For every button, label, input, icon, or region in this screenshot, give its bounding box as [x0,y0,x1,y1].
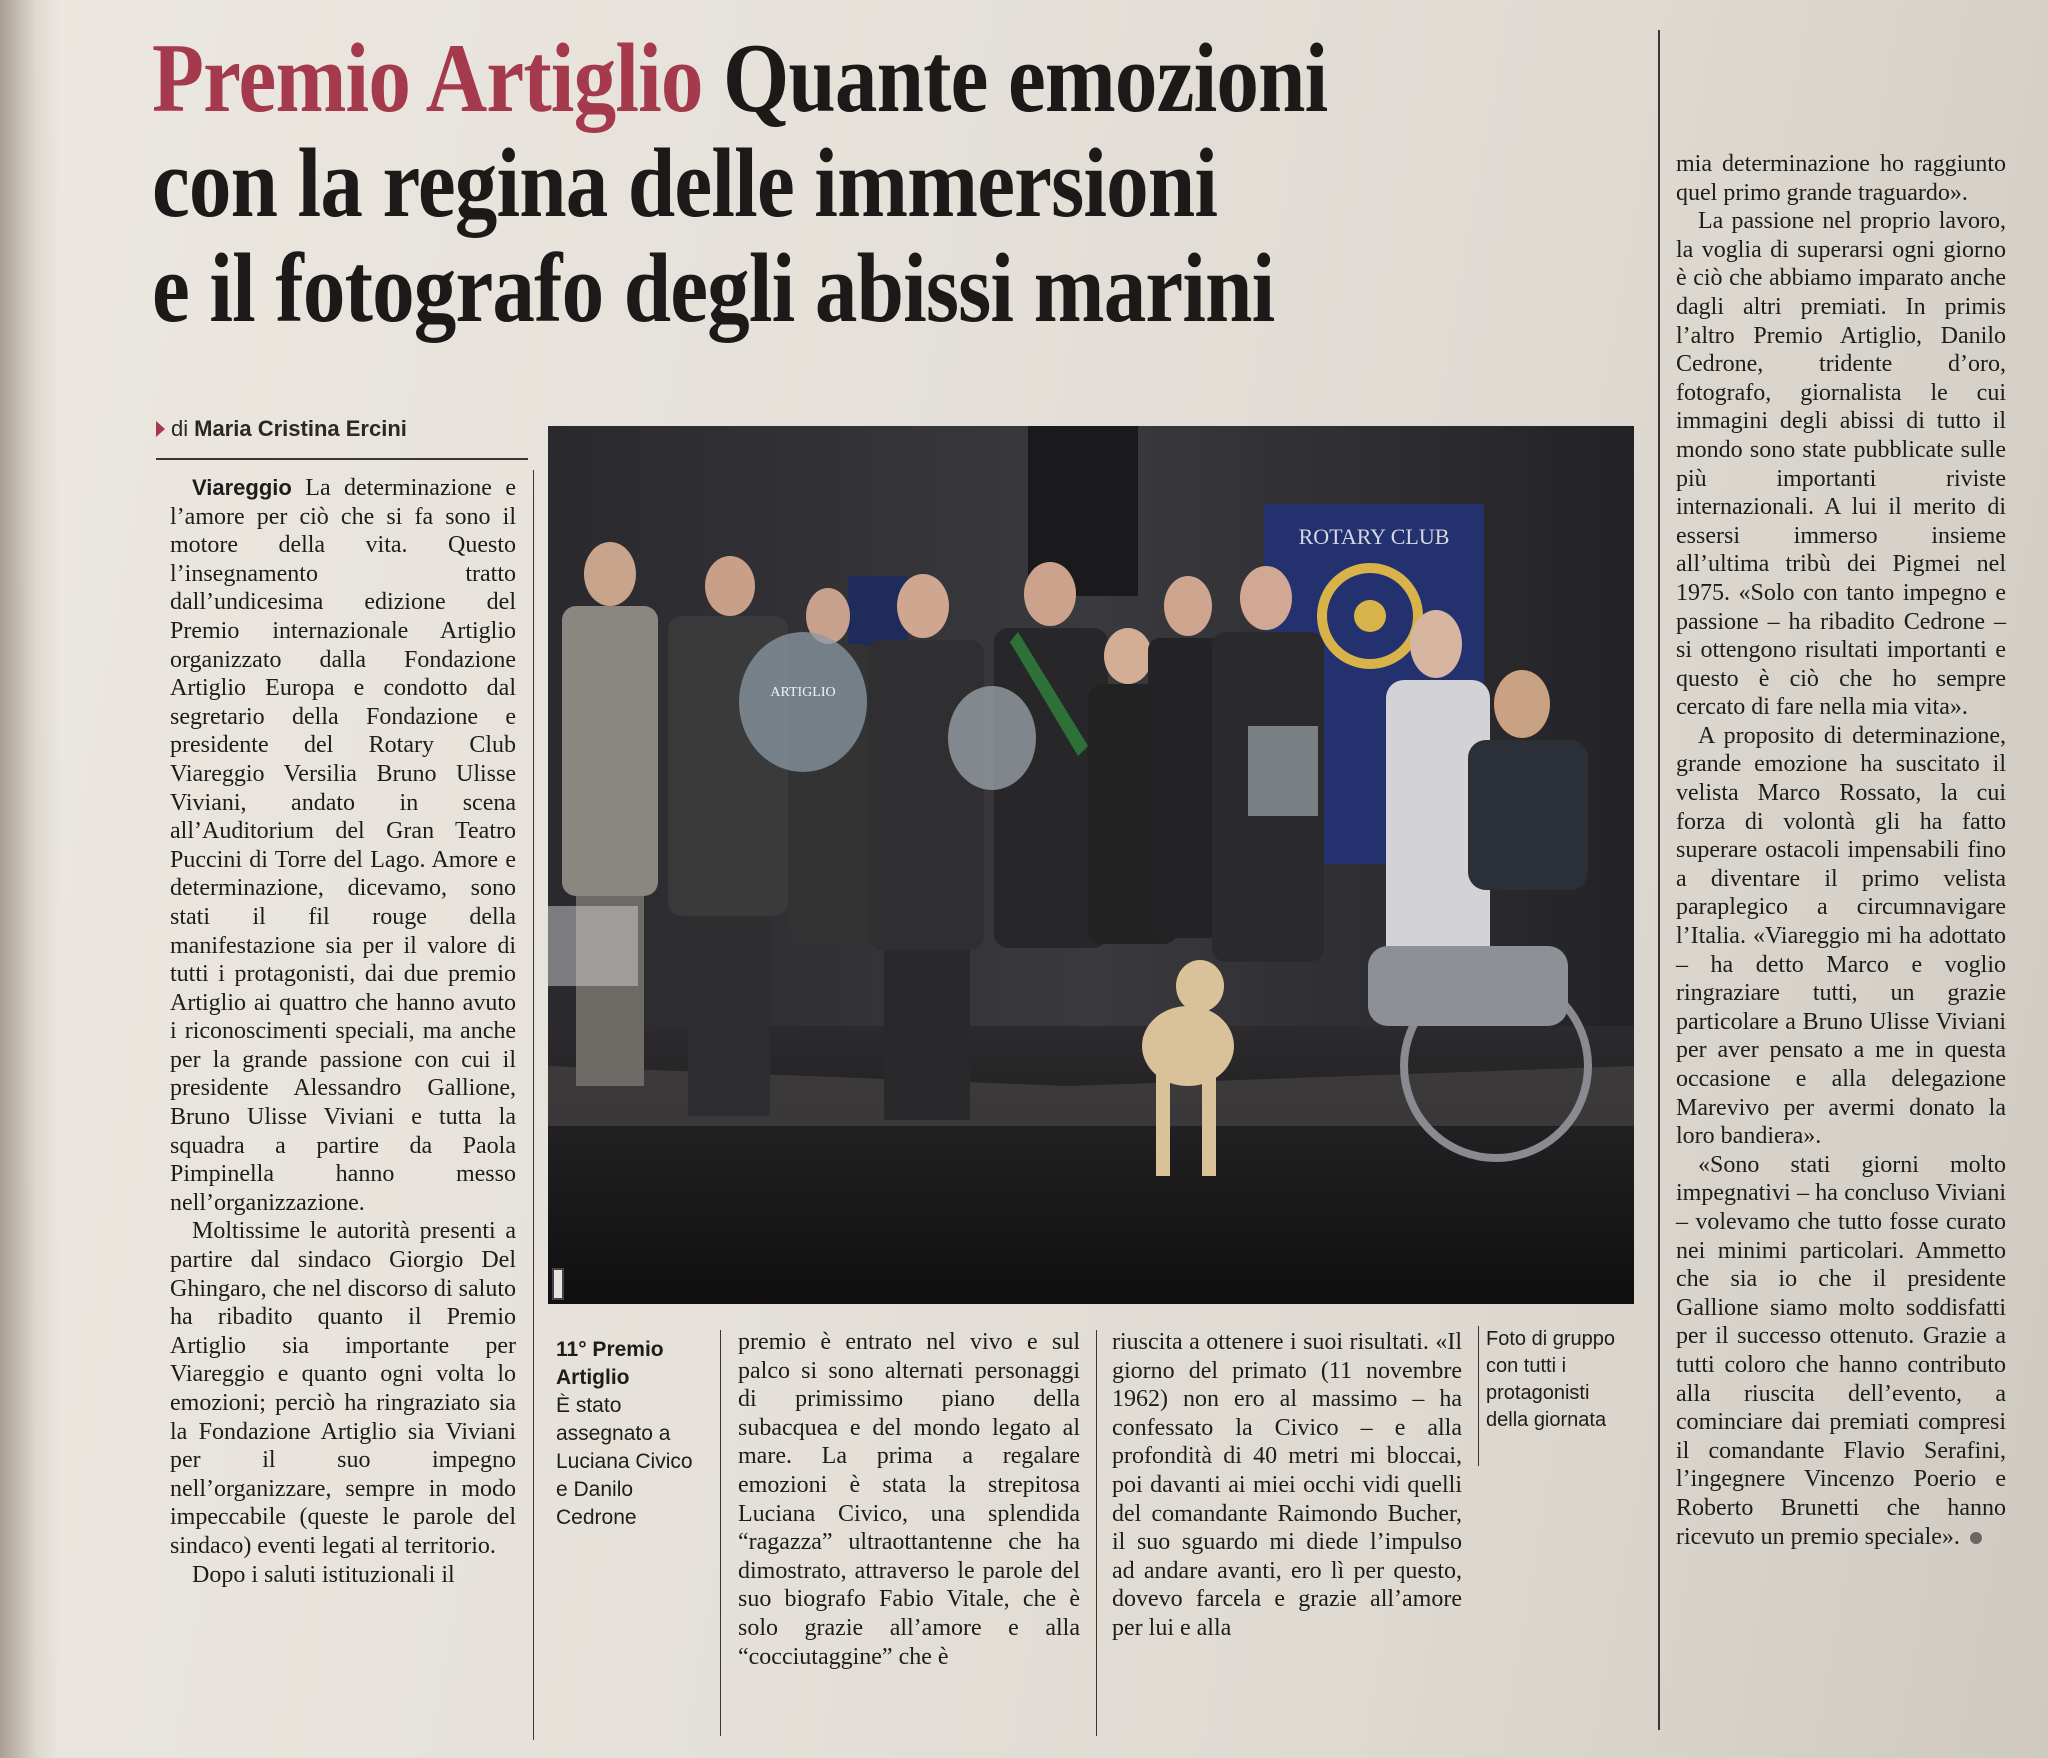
artiglio-plaque-text: ARTIGLIO [770,685,836,700]
column-1-paragraph-1 [170,474,516,1217]
headline [152,26,1442,341]
column-4-text-4: «Sono stati giorni molto impegnativi – ha concluso Viviani – volevamo che tutto fosse curato nei minimi particolari. Ammetto che sia io che il presidente Gallione siamo molto soddisfatti per il successo ottenuto. Grazie a tutti coloro che hanno contributo alla riuscita dell’evento, a cominciare dai premiati compresi il comandante Flavio Serafini, l’ingegnere Vincenzo Poerio e Roberto Brunetti che hanno ricevuto un premio speciale». [1676,1151,2006,1550]
page-edge-shadow [0,0,60,1758]
column-3-paragraph-1: riuscita a ottenere i suoi risultati. «Il giorno del primato (11 novembre 1962) non ero al massimo – ha confessato la Civico – e alla profondità di 40 metri mi bloccai, poi davanti ai miei occhi vidi quelli del comandante Raimondo Bucher, il suo sguardo mi diede l’impulso ad andare avanti, ero lì per questo, dovevo farcela e grazie all’amore per lui e alla [1112,1329,1462,1641]
byline-prefix: di [171,416,189,441]
headline-kicker: Premio Artiglio [152,24,703,133]
headline-line-2: con la regina delle immersioni [152,129,1218,238]
article-column-2 [738,1328,1080,1738]
column-rule-4 [1478,1326,1479,1466]
photo-corner-mark [552,1268,564,1300]
group-photo [548,426,1634,1304]
column-1-text-1: La determinazione e l’amore per ciò che si fa sono il motore della vita. Questo l’insegnamento tratto dall’undicesima edizione del Premio internazionale Artiglio organizzato dalla Fondazione Artiglio Europa e condotto dal segretario della Fondazione e presidente del Rotary Club Viareggio Versilia Bruno Ulisse Viviani, andato in scena all’Auditorium del Gran Teatro Puccini di Torre del Lago. Amore e determinazione, dicevamo, sono stati il fil rouge della manifestazione sia per il valore di tutti i protagonisti, dai due premio Artiglio ai quattro che hanno avuto i riconoscimenti speciali, ma anche per la grande passione con cui il presidente Alessandro Gallione, Bruno Ulisse Viviani e tutta la squadra a partire da Paola Pimpinella hanno messo nell’organizzazione. [170,475,517,1216]
column-rule-2 [720,1330,721,1736]
column-1-paragraph-2: Moltissime le autorità presenti a partire dal sindaco Giorgio Del Ghingaro, che nel discorso di saluto ha ribadito quanto il Premio Artiglio sia importante per Viareggio e quanto ogni volta lo emozioni; perciò ha ringraziato sia la Fondazione Artiglio sia Viviani per il suo impegno nell’organizzare, sempre in modo impeccabile (queste le parole del sindaco) eventi legati al territorio. [170,1218,516,1559]
caption-text: È stato assegnato a Luciana Civico e Danilo Cedrone [556,1394,693,1529]
column-rule-right [1658,30,1660,1730]
headline-line-3: e il fotografo degli abissi marini [152,234,1275,343]
article-column-3 [1112,1328,1462,1738]
byline-author: Maria Cristina Ercini [194,416,407,441]
dateline-place: Viareggio [192,475,292,500]
caption-title: 11° Premio Artiglio [556,1338,664,1389]
group-photo-illustration [548,426,1634,1304]
article-column-4 [1676,150,2006,1740]
article-column-1 [170,474,516,1736]
column-rule-1 [533,470,534,1740]
artiglio-plaque-2 [948,686,1036,790]
headline-line-1-rest: Quante emozioni [723,24,1328,133]
byline-rule [156,458,528,460]
artiglio-plaque-3 [1248,726,1318,816]
rotary-wheel-hub [1354,600,1386,632]
photo-caption-2 [1486,1326,1626,1434]
column-4-paragraph-3: A proposito di determinazione, grande emozione ha suscitato il velista Marco Rossato, la cui forza di volontà gli ha fatto superare ostacoli impensabili fino a diventare il primo velista paraplegico a circumnavigare l’Italia. «Viareggio mi ha adottato – ha detto Marco e voglio ringraziare tutti, un grazie particolare a Bruno Ulisse Viviani per aver pensato a me in questa occasione e alla delegazione Marevivo per avermi donato la loro bandiera». [1676,722,2006,1150]
column-4-paragraph-4 [1676,1151,2006,1551]
column-4-paragraph-2: La passione nel proprio lavoro, la voglia di superarsi ogni giorno è ciò che abbiamo imparato anche dagli altri premiati. In primis l’altro Premio Artiglio, Danilo Cedrone, tridente d’oro, fotografo, giornalista le cui immagini degli abissi di tutto il mondo sono state pubblicate sulle più importanti riviste internazionali. A lui il merito di essersi immerso insieme all’ultima tribù dei Pigmei nel 1975. «Solo con tanto impegno e passione – ha ribadito Cedrone – si ottengono risultati importanti e questo è ciò che ho sempre cercato di fare nella mia vita». [1676,208,2006,721]
byline-marker-icon [156,421,165,437]
photo-caption [556,1336,706,1532]
end-of-article-icon [1970,1532,1982,1544]
byline [156,416,407,442]
headline-line-1 [152,26,1442,131]
artiglio-plaque-1 [739,632,867,772]
column-4-paragraph-1: mia determinazione ho raggiunto quel primo grande traguardo». [1676,151,2006,206]
caption-2-text: Foto di gruppo con tutti i protagonisti della giornata [1486,1328,1615,1431]
table [548,906,638,986]
column-2-paragraph-1: premio è entrato nel vivo e sul palco si sono alternati personaggi di primissimo piano della subacquea e del mondo legato al mare. La prima a regalare emozioni è stata la strepitosa Luciana Civico, una splendida “ragazza” ultraottantenne che ha dimostrato, attraverso le parole del suo biografo Fabio Vitale, che è solo grazie all’amore e alla “cocciutaggine” che è [738,1329,1080,1670]
column-rule-3 [1096,1330,1097,1736]
column-1-paragraph-3: Dopo i saluti istituzionali il [192,1561,455,1588]
rotary-banner-text: ROTARY CLUB [1298,524,1450,549]
